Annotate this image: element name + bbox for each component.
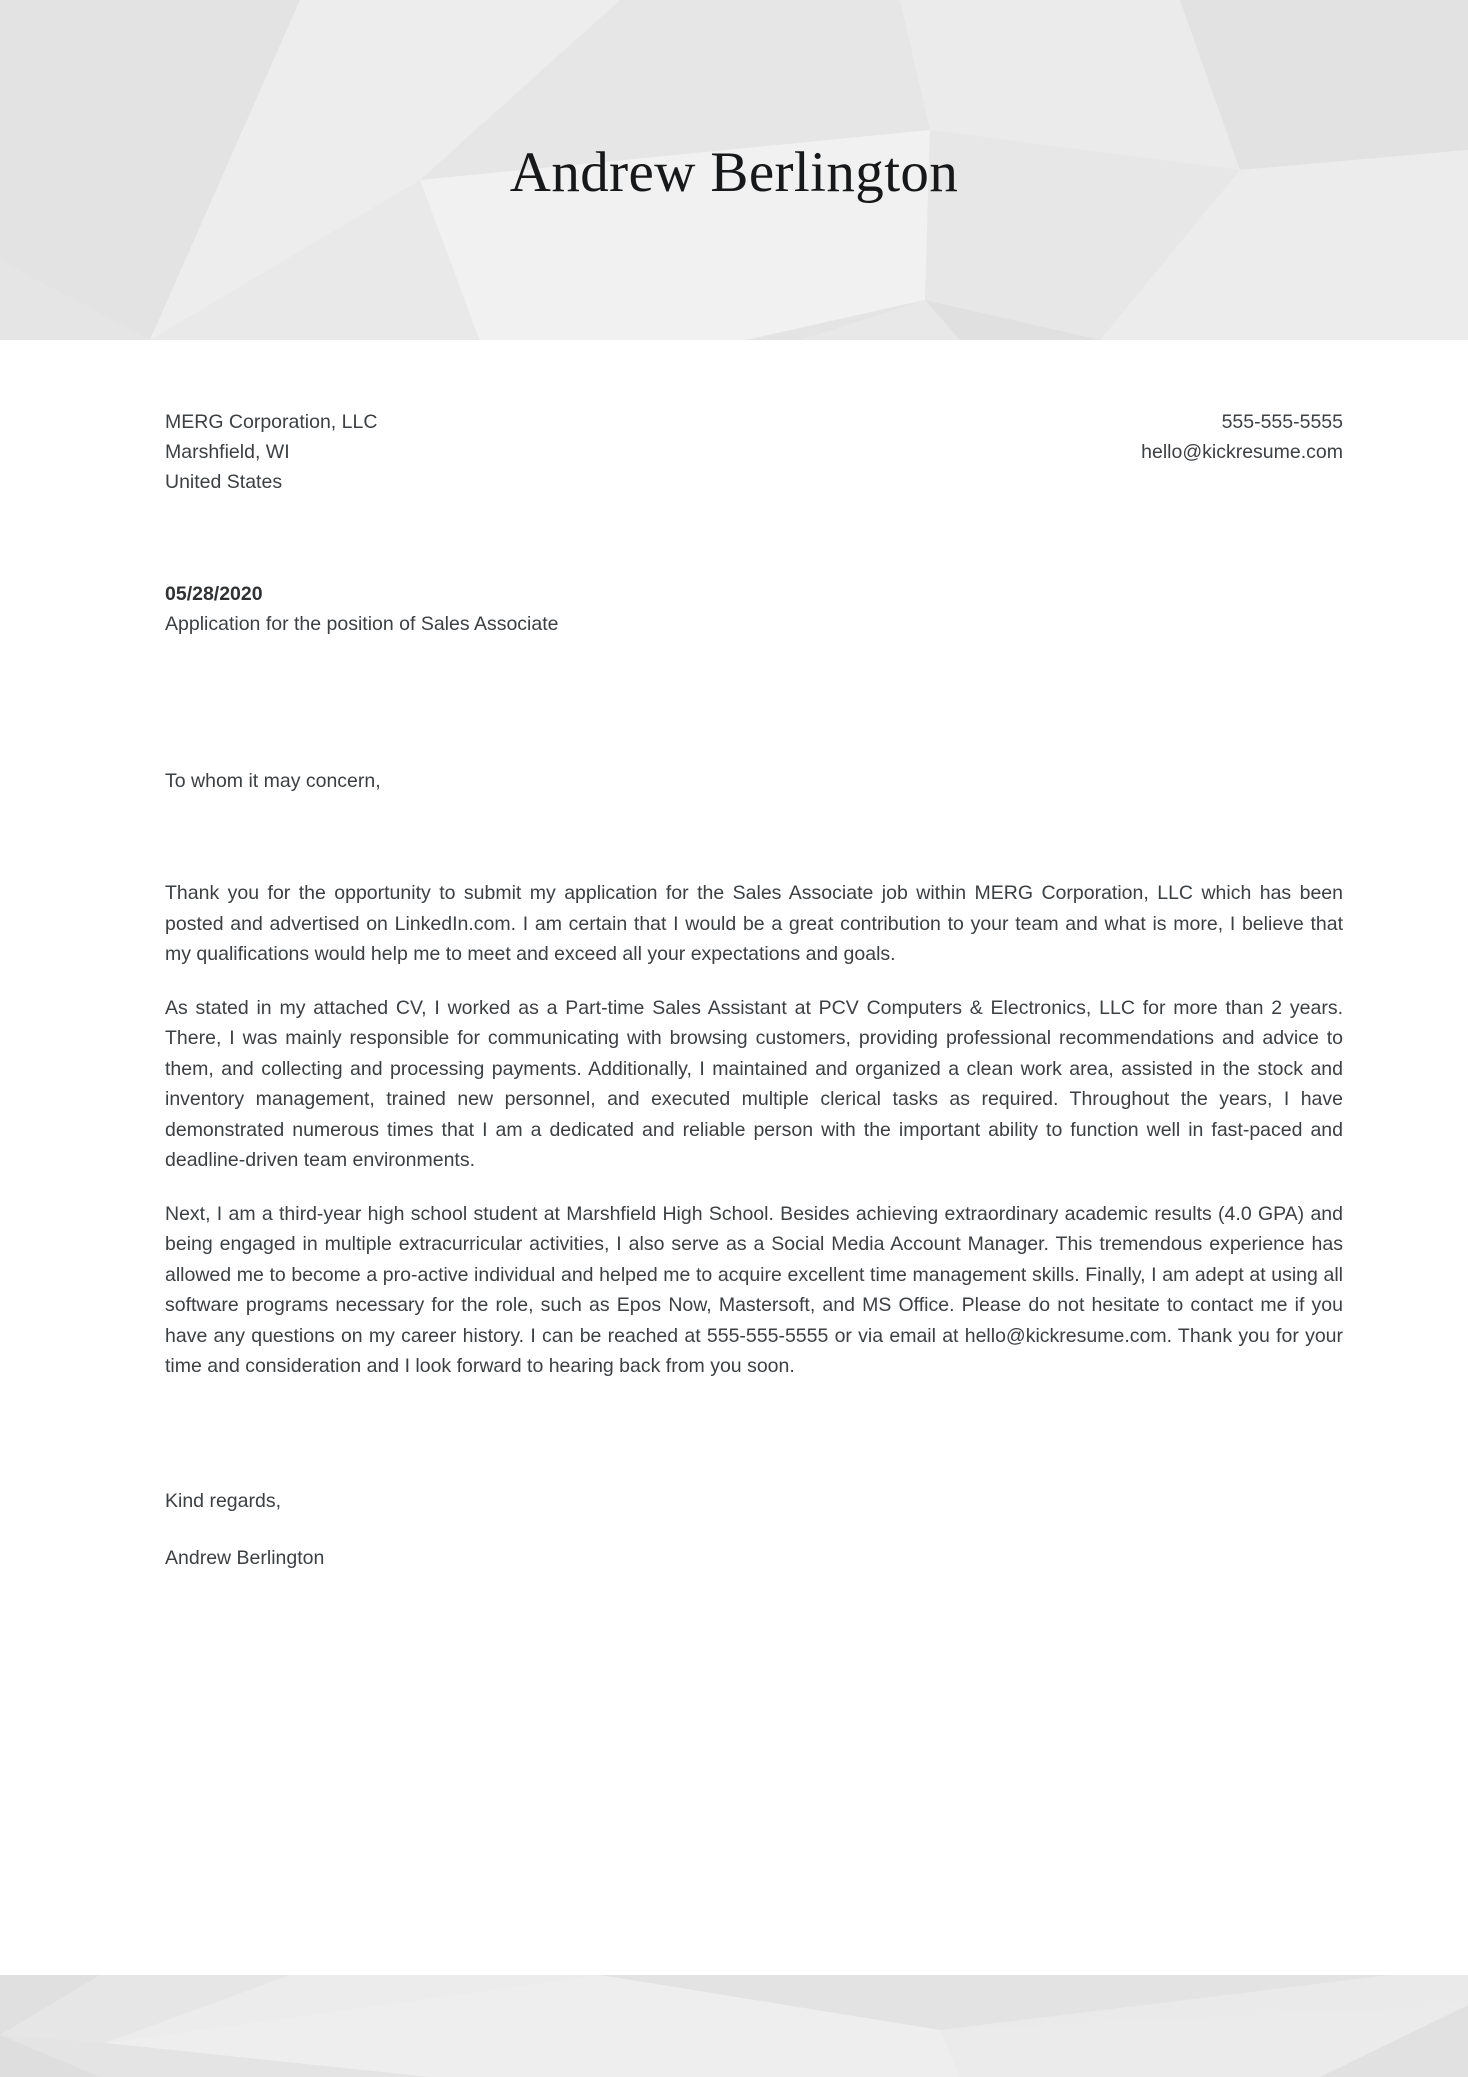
letter-closing xyxy=(165,1486,1343,1573)
letter-paragraph: As stated in my attached CV, I worked as a Part-time Sales Assistant at PCV Computers & Electronics, LLC for more than 2 years. There, I was mainly responsible for communicating with browsing customers, providing professional recommendations and advice to them, and collecting and processing payments. Additionally, I maintained and organized a clean work area, assisted in the stock and inventory management, trained new personnel, and executed multiple clerical tasks as required. Throughout the years, I have demonstrated numerous times that I am a dedicated and reliable person with the important ability to function well in fast-paced and deadline-driven team environments. xyxy=(165,996,1343,1171)
letter-content xyxy=(165,340,1343,1573)
signature-name: Andrew Berlington xyxy=(165,1546,325,1569)
recipient-address-block xyxy=(165,407,377,497)
recipient-city-state: Marshfield, WI xyxy=(165,441,290,463)
footer-decorative-band xyxy=(0,1975,1468,2077)
letter-subject: Application for the position of Sales Associate xyxy=(165,613,559,635)
header-polygon-pattern xyxy=(0,0,1468,340)
sender-phone: 555-555-5555 xyxy=(1221,411,1343,433)
letter-paragraph: Next, I am a third-year high school student at Marshfield High School. Besides achieving extraordinary academic results (4.0 GPA) and being engaged in multiple extracurricular activities, I also serve as a Social Media Account Manager. This tremendous experience has allowed me to become a pro-active individual and helped me to acquire excellent time management skills. Finally, I am adept at using all software programs necessary for the role, such as Epos Now, Mastersoft, and MS Office. Please do not hesitate to contact me if you have any questions on my career history. I can be reached at 555-555-5555 or via email at hello@kickresume.com. Thank you for your time and consideration and I look forward to hearing back from you soon. xyxy=(165,1202,1343,1377)
footer-polygon-pattern xyxy=(0,1975,1468,2077)
applicant-name-heading: Andrew Berlington xyxy=(509,140,959,204)
letter-body xyxy=(165,878,1343,1382)
letter-date: 05/28/2020 xyxy=(165,583,263,605)
sender-email: hello@kickresume.com xyxy=(1141,441,1343,463)
closing-phrase: Kind regards, xyxy=(165,1489,281,1512)
letter-paragraph: Thank you for the opportunity to submit my application for the Sales Associate job within MERG Corporation, LLC which has been posted and advertised on LinkedIn.com. I am certain that I would be a great contribution to your team and what is more, I believe that my qualifications would help me to meet and exceed all your expectations and goals. xyxy=(165,882,1343,965)
letter-salutation: To whom it may concern, xyxy=(165,770,381,792)
header-decorative-band xyxy=(0,0,1468,340)
sender-contact-block xyxy=(1141,407,1343,467)
recipient-country: United States xyxy=(165,471,283,493)
address-row xyxy=(165,407,1343,497)
letter-meta-block xyxy=(165,579,1343,639)
recipient-company: MERG Corporation, LLC xyxy=(165,411,378,433)
